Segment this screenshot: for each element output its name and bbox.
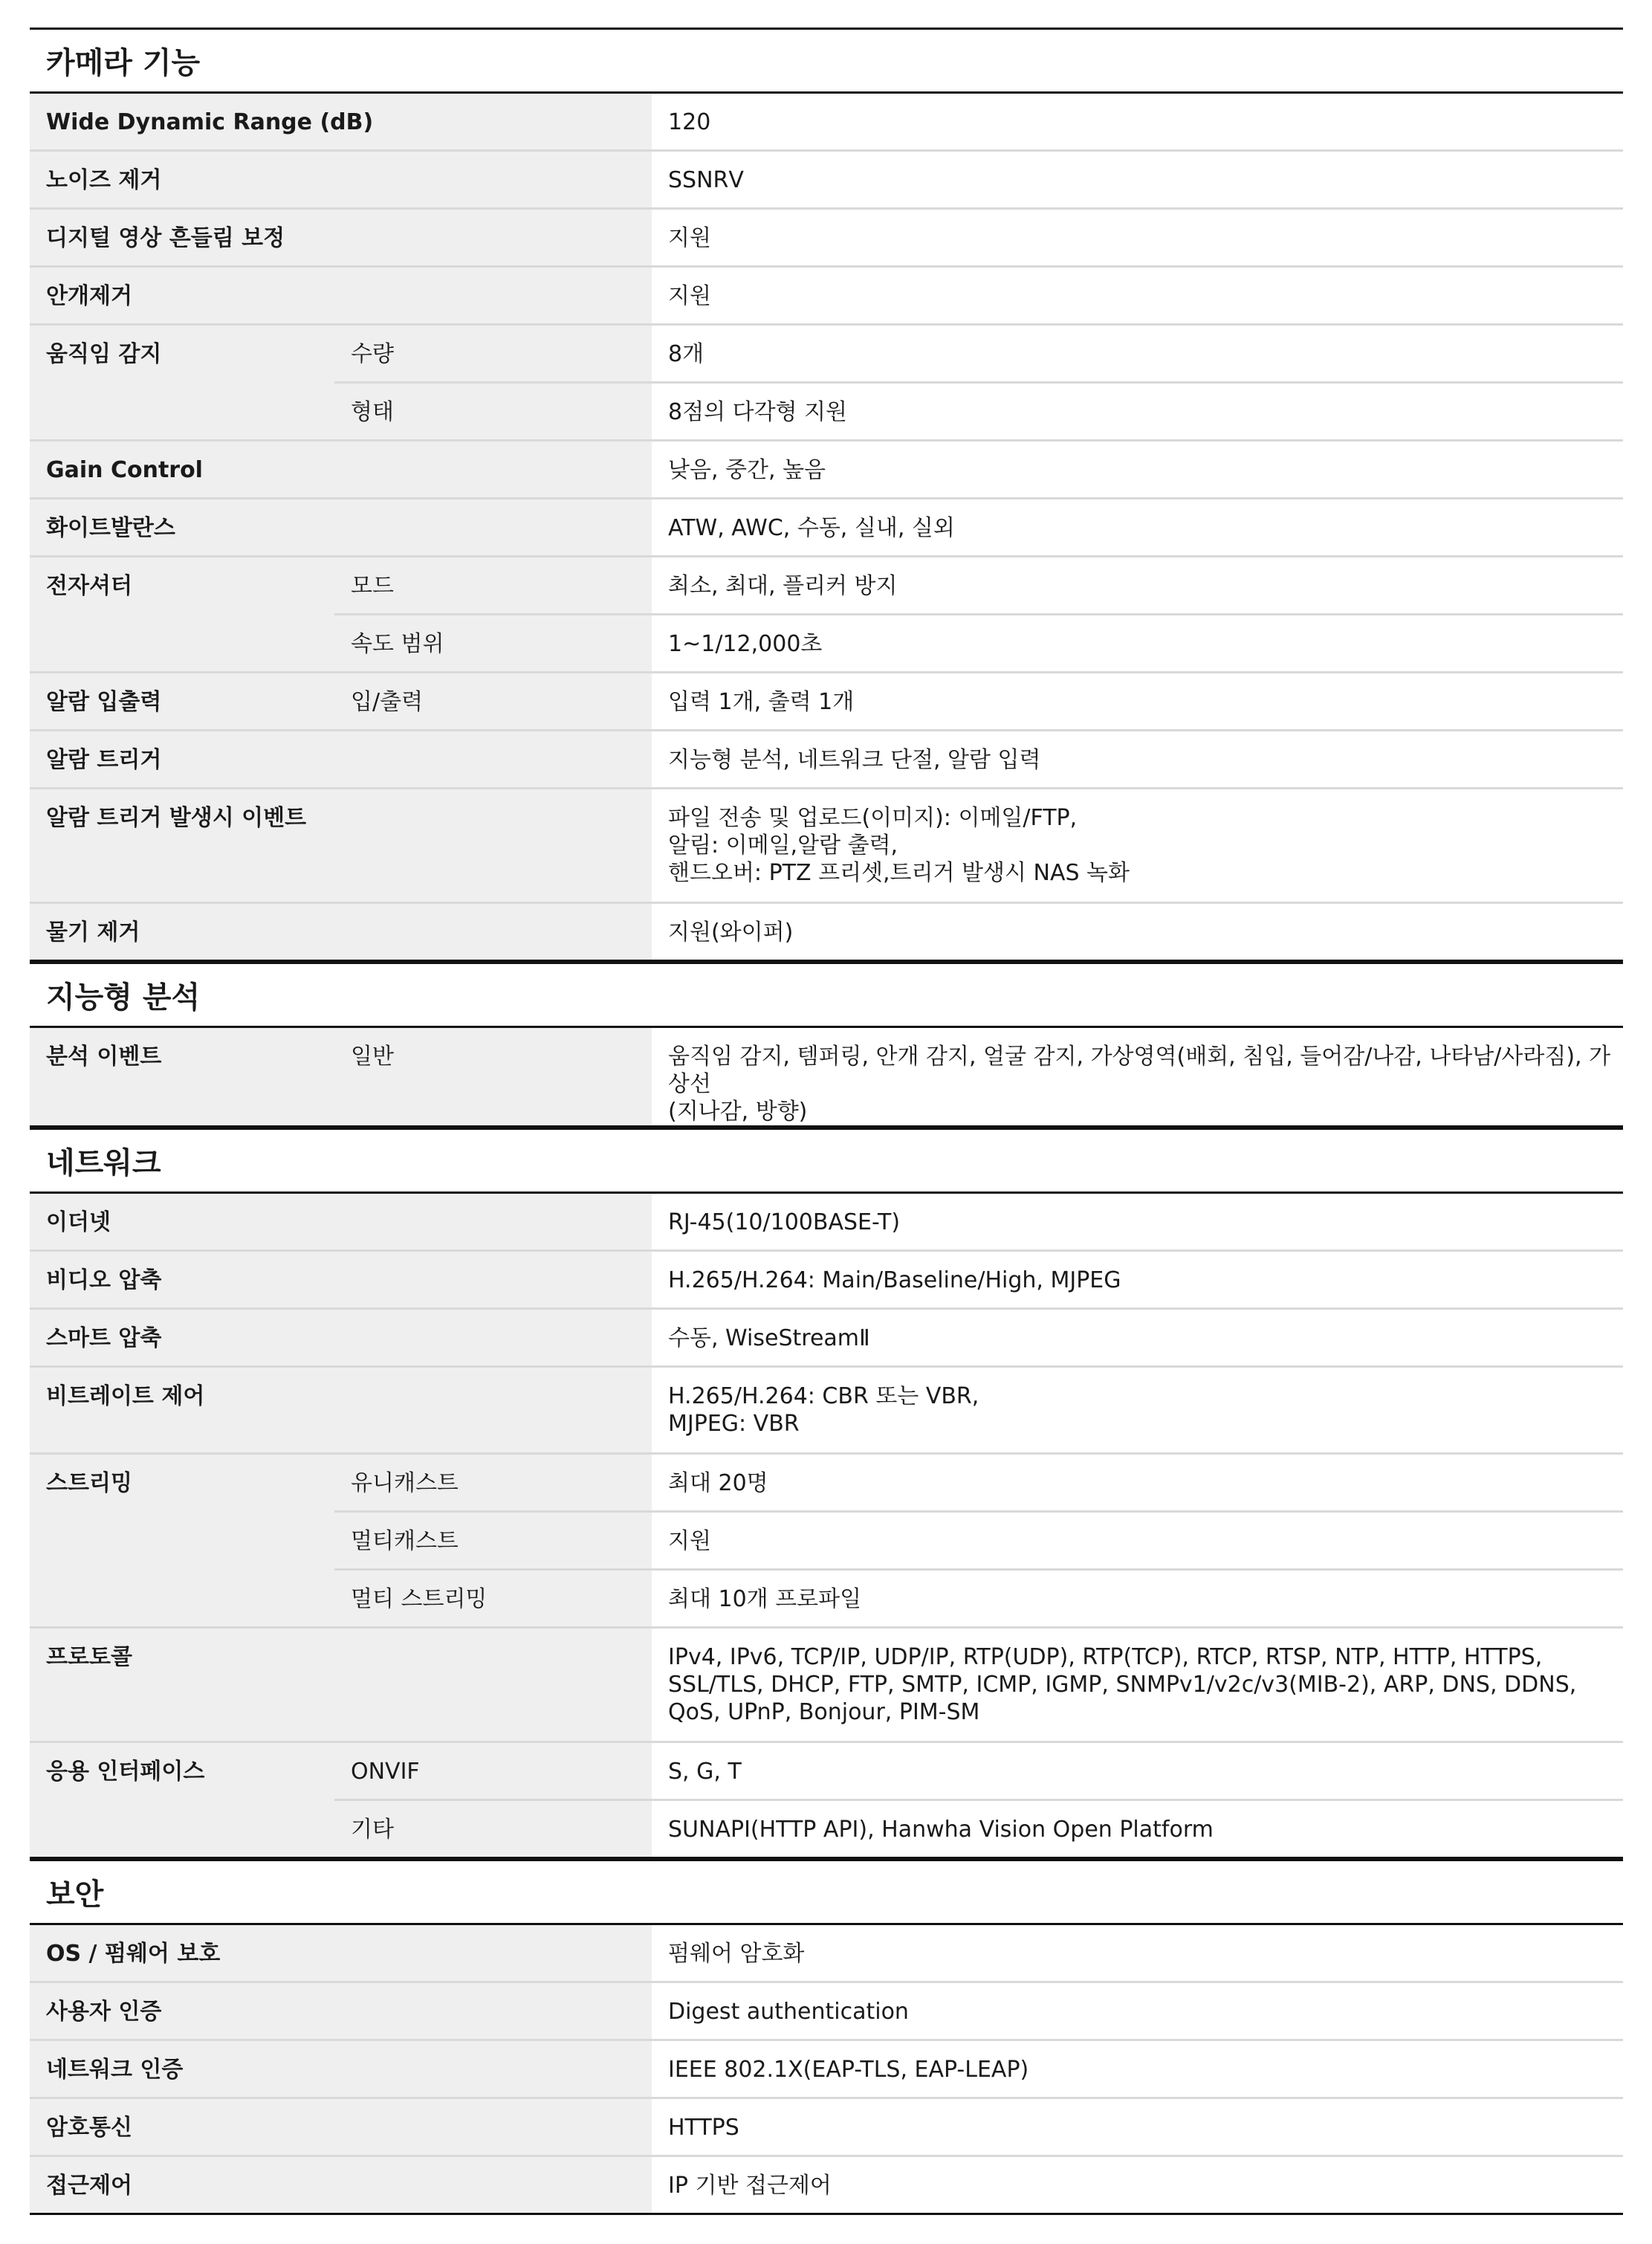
- spec-value: 움직임 감지, 템퍼링, 안개 감지, 얼굴 감지, 가상영역(배회, 침입, 들어감/나감, 나타남/사라짐), 가상선 (지나감, 방향): [652, 1027, 1623, 1127]
- spec-value: 지능형 분석, 네트워크 단절, 알람 입력: [652, 731, 1623, 789]
- spec-label: 접근제어: [30, 2156, 652, 2214]
- spec-row: [30, 2156, 1623, 2214]
- spec-section: [30, 1859, 1623, 2215]
- spec-label: 비디오 압축: [30, 1251, 652, 1309]
- spec-value: 지원(와이퍼): [652, 903, 1623, 961]
- spec-label: 이더넷: [30, 1193, 652, 1251]
- spec-value: H.265/H.264: CBR 또는 VBR, MJPEG: VBR: [652, 1367, 1623, 1454]
- spec-value: 낮음, 중간, 높음: [652, 441, 1623, 499]
- spec-value: 8개: [652, 325, 1623, 383]
- spec-row: [30, 209, 1623, 267]
- spec-label: 알람 트리거 발생시 이벤트: [30, 789, 652, 903]
- spec-label: 스마트 압축: [30, 1309, 652, 1367]
- spec-row: [30, 1251, 1623, 1309]
- spec-sublabel: 속도 범위: [334, 615, 652, 673]
- spec-sheet: [30, 28, 1623, 2215]
- spec-section: [30, 1128, 1623, 1859]
- spec-row: [30, 1309, 1623, 1367]
- spec-label: 알람 입출력: [30, 673, 334, 731]
- spec-sublabel: 일반: [334, 1027, 652, 1127]
- spec-row: [30, 1193, 1623, 1251]
- spec-value: IPv4, IPv6, TCP/IP, UDP/IP, RTP(UDP), RTP(TCP), RTCP, RTSP, NTP, HTTP, HTTPS, SSL/TLS, DHCP, FTP, SMTP, ICMP, IGMP, SNMPv1/v2c/v3(MIB-2), ARP, DNS, DDNS, QoS, UPnP, Bonjour, PIM-SM: [652, 1628, 1623, 1742]
- spec-sublabel: 멀티캐스트: [334, 1512, 652, 1570]
- spec-value: 입력 1개, 출력 1개: [652, 673, 1623, 731]
- section-title: 카메라 기능: [30, 28, 1623, 91]
- spec-value: RJ-45(10/100BASE-T): [652, 1193, 1623, 1251]
- spec-row: [30, 557, 1623, 615]
- spec-row: [30, 1027, 1623, 1127]
- section-title: 네트워크: [30, 1128, 1623, 1191]
- spec-label: 움직임 감지: [30, 325, 334, 441]
- spec-row: [30, 2098, 1623, 2156]
- spec-label: 네트워크 인증: [30, 2040, 652, 2098]
- spec-table: [30, 1191, 1623, 1859]
- spec-label: 비트레이트 제어: [30, 1367, 652, 1454]
- spec-row: [30, 325, 1623, 383]
- spec-label: 노이즈 제거: [30, 151, 652, 209]
- spec-label: 암호통신: [30, 2098, 652, 2156]
- spec-value: 지원: [652, 267, 1623, 325]
- spec-sublabel: 유니캐스트: [334, 1454, 652, 1512]
- spec-label: 전자셔터: [30, 557, 334, 673]
- spec-row: [30, 789, 1623, 903]
- spec-value: SSNRⅤ: [652, 151, 1623, 209]
- spec-row: [30, 1454, 1623, 1512]
- spec-row: [30, 151, 1623, 209]
- spec-value: IEEE 802.1X(EAP-TLS, EAP-LEAP): [652, 2040, 1623, 2098]
- spec-value: 1~1/12,000초: [652, 615, 1623, 673]
- spec-label: 디지털 영상 흔들림 보정: [30, 209, 652, 267]
- section-title: 보안: [30, 1859, 1623, 1923]
- spec-label: Gain Control: [30, 441, 652, 499]
- spec-sublabel: 형태: [334, 383, 652, 441]
- spec-section: [30, 28, 1623, 962]
- spec-table: [30, 1923, 1623, 2215]
- spec-row: [30, 1924, 1623, 1982]
- spec-sublabel: 입/출력: [334, 673, 652, 731]
- spec-table: [30, 91, 1623, 962]
- spec-value: SUNAPI(HTTP API), Hanwha Vision Open Platform: [652, 1800, 1623, 1858]
- spec-value: 최소, 최대, 플리커 방지: [652, 557, 1623, 615]
- spec-value: 파일 전송 및 업로드(이미지): 이메일/FTP, 알림: 이메일,알람 출력, 핸드오버: PTZ 프리셋,트리거 발생시 NAS 녹화: [652, 789, 1623, 903]
- spec-row: [30, 2040, 1623, 2098]
- spec-label: Wide Dynamic Range (dB): [30, 93, 652, 151]
- spec-row: [30, 673, 1623, 731]
- spec-label: 분석 이벤트: [30, 1027, 334, 1127]
- spec-sublabel: 수량: [334, 325, 652, 383]
- spec-row: [30, 1628, 1623, 1742]
- spec-label: 알람 트리거: [30, 731, 652, 789]
- spec-row: [30, 499, 1623, 557]
- spec-label: 응용 인터페이스: [30, 1742, 334, 1858]
- spec-value: 120: [652, 93, 1623, 151]
- spec-value: Digest authentication: [652, 1982, 1623, 2040]
- spec-value: 수동, WiseStreamⅡ: [652, 1309, 1623, 1367]
- spec-sublabel: 멀티 스트리밍: [334, 1570, 652, 1628]
- spec-section: [30, 962, 1623, 1128]
- section-title: 지능형 분석: [30, 962, 1623, 1026]
- spec-row: [30, 1982, 1623, 2040]
- spec-label: 사용자 인증: [30, 1982, 652, 2040]
- spec-row: [30, 267, 1623, 325]
- spec-label: 스트리밍: [30, 1454, 334, 1628]
- spec-value: HTTPS: [652, 2098, 1623, 2156]
- spec-row: [30, 731, 1623, 789]
- spec-table: [30, 1026, 1623, 1128]
- spec-label: 화이트발란스: [30, 499, 652, 557]
- spec-label: OS / 펌웨어 보호: [30, 1924, 652, 1982]
- spec-value: 지원: [652, 209, 1623, 267]
- spec-value: 최대 20명: [652, 1454, 1623, 1512]
- spec-row: [30, 903, 1623, 961]
- spec-value: IP 기반 접근제어: [652, 2156, 1623, 2214]
- spec-value: 지원: [652, 1512, 1623, 1570]
- spec-row: [30, 1742, 1623, 1800]
- spec-row: [30, 93, 1623, 151]
- spec-label: 물기 제거: [30, 903, 652, 961]
- spec-sublabel: ONVIF: [334, 1742, 652, 1800]
- spec-value: 펌웨어 암호화: [652, 1924, 1623, 1982]
- spec-sublabel: 기타: [334, 1800, 652, 1858]
- spec-row: [30, 441, 1623, 499]
- spec-label: 안개제거: [30, 267, 652, 325]
- spec-value: 최대 10개 프로파일: [652, 1570, 1623, 1628]
- spec-row: [30, 1367, 1623, 1454]
- spec-value: S, G, T: [652, 1742, 1623, 1800]
- spec-sublabel: 모드: [334, 557, 652, 615]
- spec-label: 프로토콜: [30, 1628, 652, 1742]
- spec-value: ATW, AWC, 수동, 실내, 실외: [652, 499, 1623, 557]
- spec-value: H.265/H.264: Main/Baseline/High, MJPEG: [652, 1251, 1623, 1309]
- spec-value: 8점의 다각형 지원: [652, 383, 1623, 441]
